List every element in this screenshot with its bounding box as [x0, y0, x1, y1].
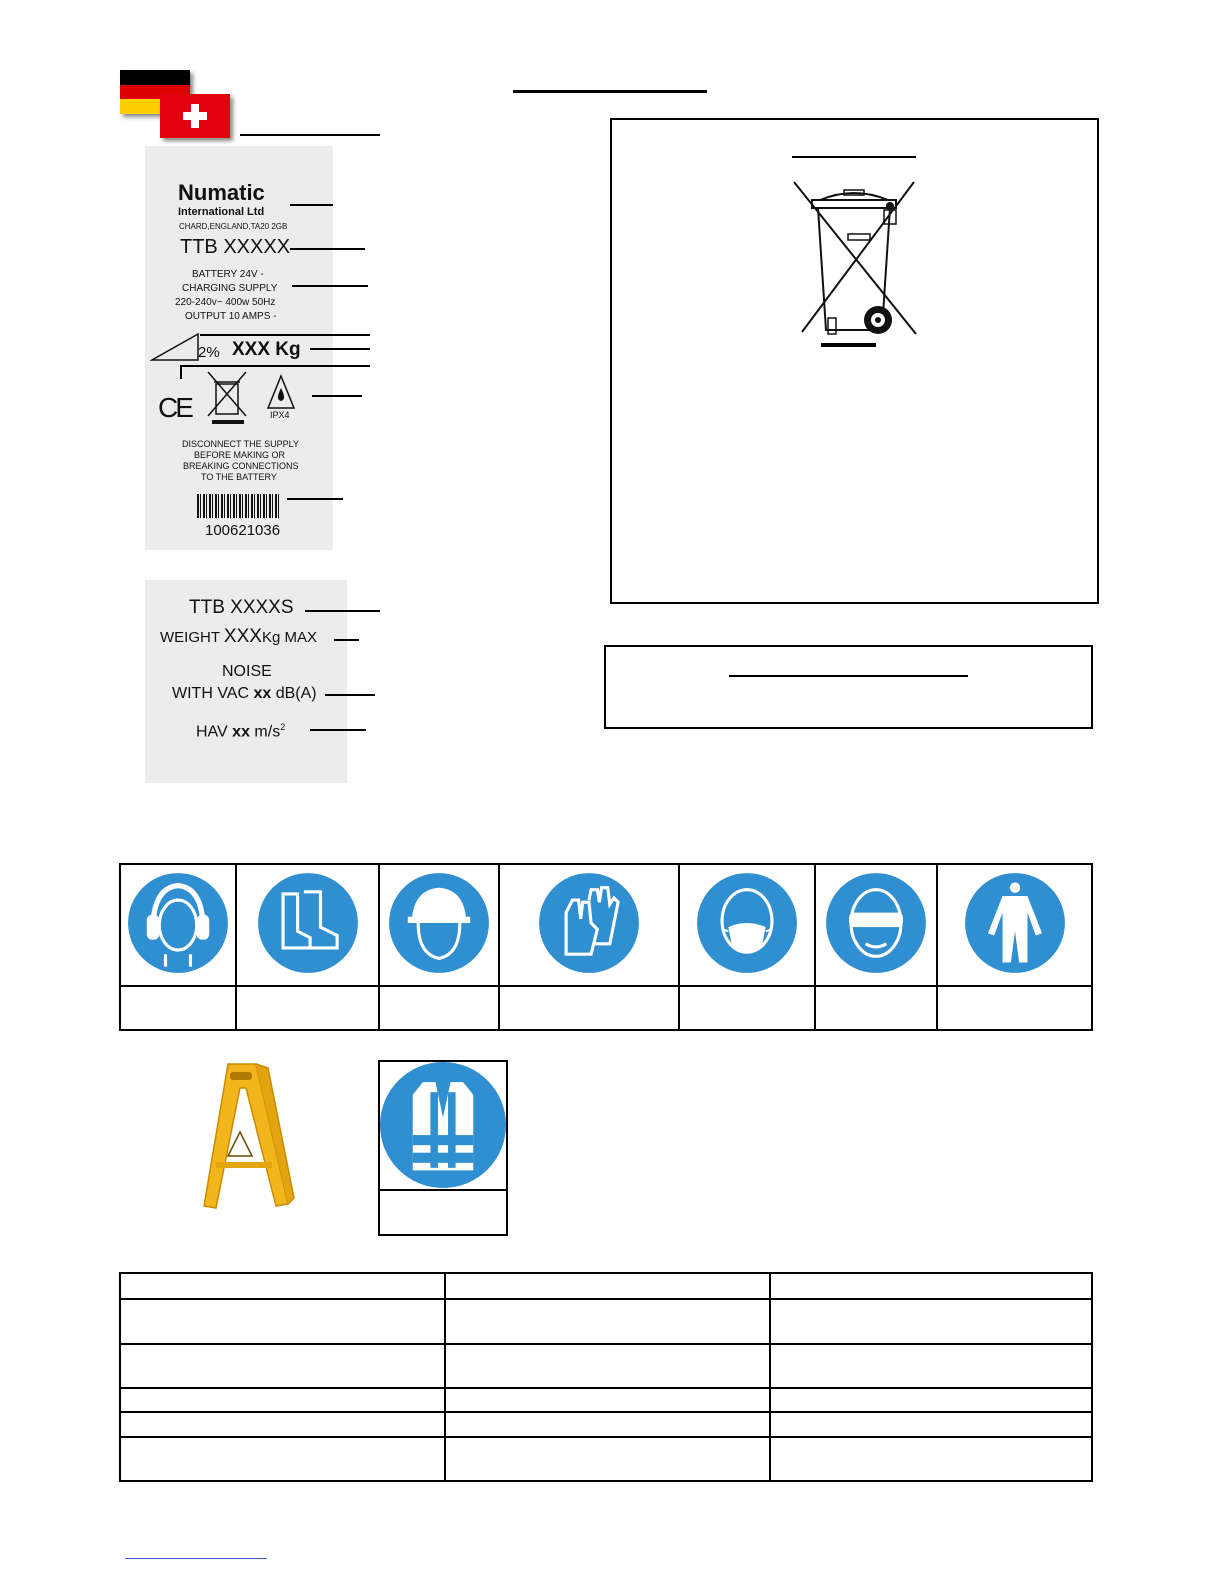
table-cell	[120, 1299, 445, 1343]
warning-line-4: TO THE BATTERY	[201, 472, 277, 482]
table-cell	[120, 1273, 445, 1299]
table-cell	[770, 1344, 1092, 1388]
pointer-line	[310, 729, 366, 731]
table-cell	[445, 1344, 770, 1388]
ppe-cell	[379, 864, 499, 986]
info-box	[604, 645, 1093, 729]
gradient-value: 2%	[198, 344, 220, 361]
pointer-line	[334, 639, 359, 641]
hav-exponent: 2	[280, 722, 286, 732]
weee-heading-underline	[792, 156, 916, 158]
safety-boots-icon	[256, 871, 360, 975]
switzerland-flag	[160, 94, 230, 138]
ipx-rating: IPX4	[270, 410, 290, 420]
hi-vis-divider	[378, 1189, 508, 1191]
ear-protection-icon	[126, 871, 230, 975]
battery-line-1: BATTERY 24V -	[192, 269, 264, 280]
hav-unit: m/s	[254, 723, 281, 741]
gradient-icon	[150, 332, 200, 362]
company-address: CHARD,ENGLAND,TA20 2GB	[179, 222, 288, 231]
pointer-line	[180, 365, 182, 379]
model-number: TTB XXXXX	[180, 236, 291, 258]
ppe-caption-cell	[815, 986, 937, 1030]
weight-value: XXX Kg	[232, 339, 301, 360]
pointer-line	[312, 395, 362, 397]
table-cell	[770, 1299, 1092, 1343]
pointer-line	[292, 285, 368, 287]
title-underline	[513, 90, 707, 93]
flag-caption-line	[240, 134, 380, 136]
battery-line-2: CHARGING SUPPLY	[182, 283, 278, 294]
ce-mark: CE	[158, 392, 191, 423]
ppe-cell	[499, 864, 679, 986]
hi-vis-vest-icon	[380, 1062, 506, 1188]
table-cell	[445, 1412, 770, 1436]
company-name: International Ltd	[178, 206, 265, 218]
dust-mask-icon	[695, 871, 799, 975]
spec-weight	[160, 626, 317, 648]
ppe-cell	[236, 864, 379, 986]
table-cell	[770, 1437, 1092, 1481]
table-cell	[120, 1412, 445, 1436]
serial-number: 100621036	[205, 522, 281, 539]
ppe-caption-cell	[937, 986, 1092, 1030]
pointer-line	[310, 348, 370, 350]
info-box-heading-underline	[729, 675, 968, 677]
table-cell	[120, 1388, 445, 1412]
overalls-icon	[963, 871, 1067, 975]
noise-unit: dB(A)	[275, 685, 317, 702]
noise-value: xx	[253, 685, 272, 702]
pointer-line	[290, 248, 365, 250]
eye-protection-icon	[824, 871, 928, 975]
ppe-caption-cell	[499, 986, 679, 1030]
pointer-line	[305, 610, 380, 612]
pointer-line	[290, 204, 333, 206]
table-cell	[770, 1273, 1092, 1299]
ppe-caption-cell	[679, 986, 815, 1030]
hav-prefix: HAV	[196, 723, 228, 741]
barcode	[197, 494, 279, 518]
table-cell	[770, 1412, 1092, 1436]
ppe-cell	[120, 864, 236, 986]
hav-value: xx	[232, 723, 250, 741]
table-cell	[445, 1437, 770, 1481]
pointer-line	[180, 365, 370, 367]
ppe-cell	[815, 864, 937, 986]
noise-prefix: WITH VAC	[172, 685, 250, 702]
battery-line-3: 220-240v~ 400w 50Hz	[175, 297, 276, 308]
crossed-out-wheelie-bin-icon	[790, 180, 920, 340]
ppe-cell	[679, 864, 815, 986]
pointer-line	[287, 498, 343, 500]
weight-value: XXX	[223, 626, 262, 647]
ppe-icon-table	[119, 863, 1093, 1031]
noise-title: NOISE	[222, 663, 272, 680]
hard-hat-icon	[387, 871, 491, 975]
ppe-caption-cell	[236, 986, 379, 1030]
ipx-drop-icon	[266, 374, 296, 410]
ppe-caption-cell	[120, 986, 236, 1030]
table-cell	[445, 1273, 770, 1299]
table-cell	[445, 1299, 770, 1343]
weight-suffix: Kg MAX	[261, 629, 317, 646]
noise-line	[172, 685, 317, 703]
brand-name: Numatic	[178, 180, 265, 205]
table-cell	[770, 1388, 1092, 1412]
table-cell	[445, 1388, 770, 1412]
wet-floor-sign-icon	[190, 1058, 302, 1214]
battery-line-4: OUTPUT 10 AMPS -	[185, 311, 277, 322]
warning-line-3: BREAKING CONNECTIONS	[183, 461, 299, 471]
spec-table	[119, 1272, 1093, 1482]
pointer-line	[200, 334, 370, 336]
gloves-icon	[537, 871, 641, 975]
weight-prefix: WEIGHT	[160, 629, 220, 646]
warning-line-2: BEFORE MAKING OR	[194, 450, 286, 460]
ppe-cell	[937, 864, 1092, 986]
table-cell	[120, 1437, 445, 1481]
spec-model: TTB XXXXS	[189, 597, 294, 618]
warning-line-1: DISCONNECT THE SUPPLY	[182, 439, 300, 449]
ppe-caption-cell	[379, 986, 499, 1030]
footer-link-underline[interactable]	[125, 1558, 267, 1559]
hav-line	[196, 722, 285, 741]
weee-bin-small-icon	[206, 370, 250, 426]
table-cell	[120, 1344, 445, 1388]
pointer-line	[325, 694, 375, 696]
weee-bar	[821, 343, 876, 347]
